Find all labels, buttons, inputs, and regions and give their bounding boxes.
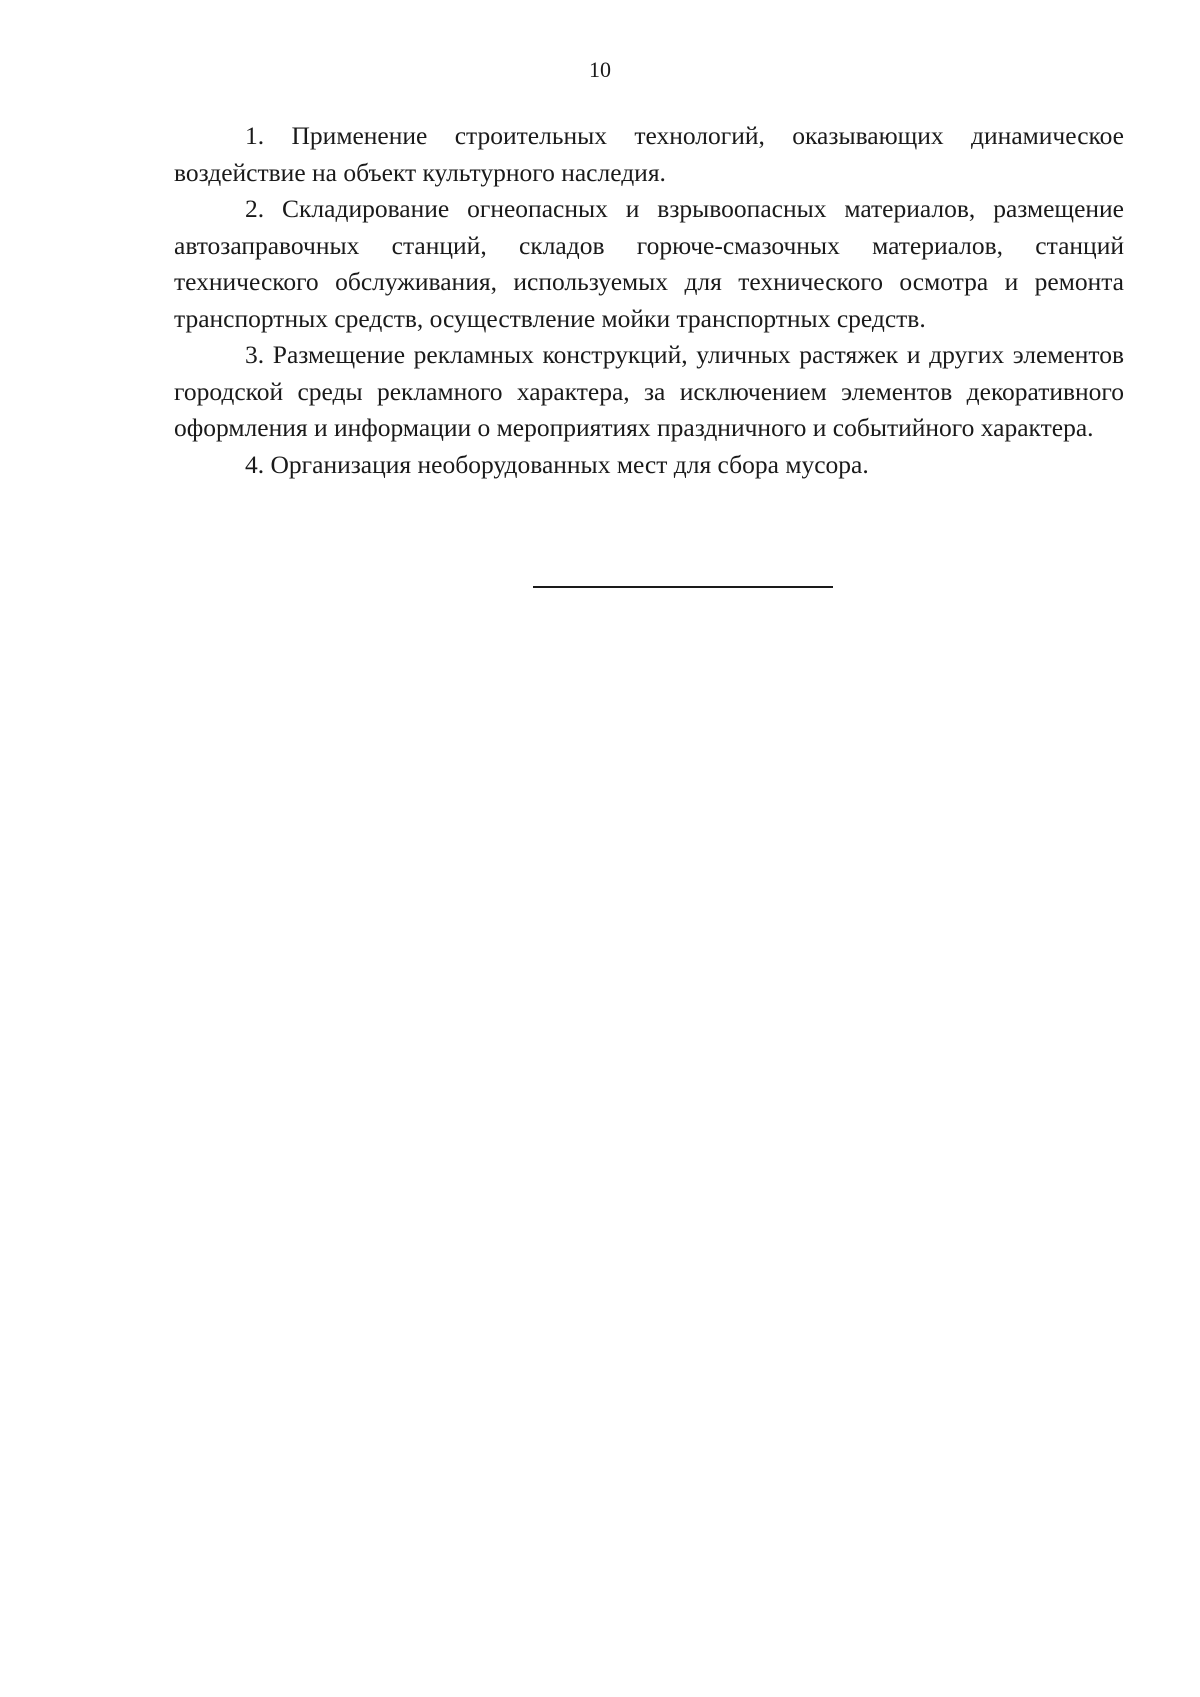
end-divider-line — [533, 586, 833, 588]
document-body — [174, 118, 1124, 483]
page-number: 10 — [589, 57, 611, 82]
list-item-4: 4. Организация необорудованных мест для сбора мусора. — [245, 449, 869, 479]
list-item-2: 2. Складирование огнеопасных и взрывоопасных материалов, размещение автозаправочных станций, складов горюче-смазочных материалов, станций технического обслуживания, используемых для технического осмотра и ремонта транспортных средств, осуществление мойки транспортных средств. — [174, 194, 1124, 333]
list-item-3: 3. Размещение рекламных конструкций, уличных растяжек и других элементов городской среды рекламного характера, за исключением элементов декоративного оформления и информации о мероприятиях праздничного и событийного характера. — [174, 340, 1124, 442]
list-item-1: 1. Применение строительных технологий, оказывающих динамическое воздействие на объект культурного наследия. — [174, 121, 1124, 187]
